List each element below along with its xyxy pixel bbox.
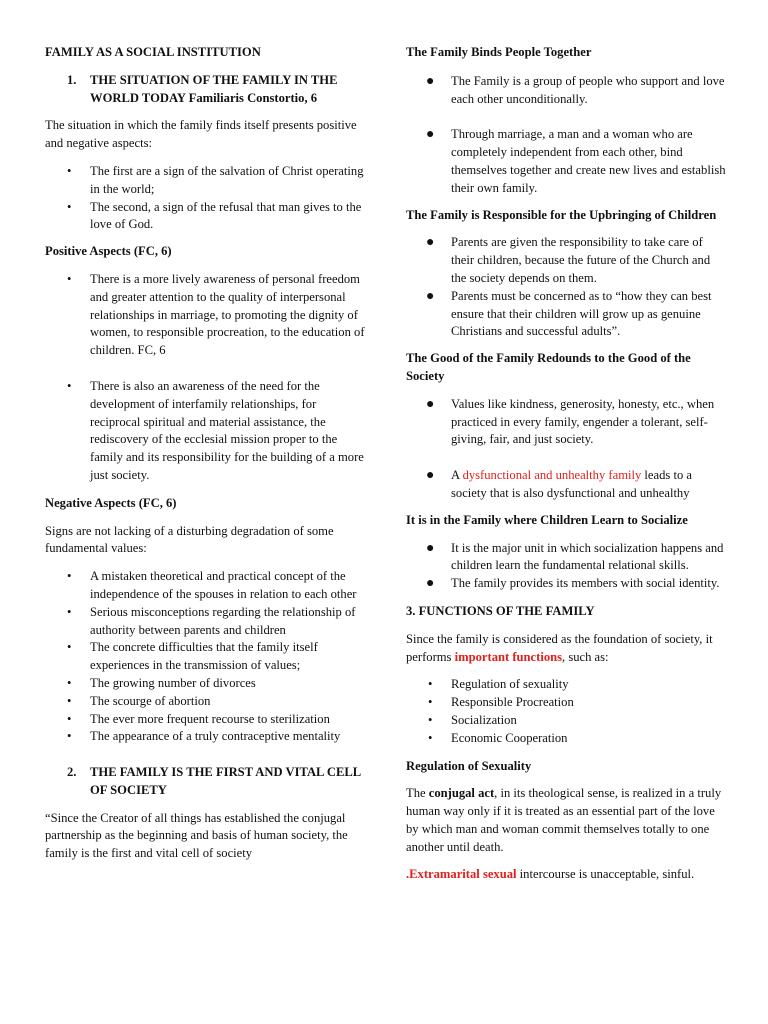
- list-item-text: The concrete difficulties that the family itself experiences in the transmission of values;: [90, 640, 318, 673]
- bullet-icon: •: [428, 677, 433, 692]
- highlight-extramarital: .Extramarital sexual: [406, 867, 517, 882]
- bullet-icon: ●: [426, 235, 435, 251]
- list-item-text: [451, 467, 728, 503]
- upbringing-heading: The Family is Responsible for the Upbringing of Children: [406, 207, 717, 222]
- list-item: [406, 712, 728, 730]
- list-item: [45, 604, 367, 640]
- extramarital-paragraph: [406, 866, 728, 884]
- good-list: [406, 396, 728, 503]
- text-run: , such as:: [562, 649, 609, 664]
- text-run: intercourse is unacceptable, sinful.: [516, 867, 695, 882]
- good-of-family-heading: The Good of the Family Redounds to the Good of the Society: [406, 351, 691, 383]
- bullet-icon: ●: [426, 576, 435, 592]
- list-item-text: The appearance of a truly contraceptive mentality: [90, 729, 341, 744]
- binds-list: [406, 73, 728, 198]
- situation-intro: The situation in which the family finds itself presents positive and negative aspects:: [45, 118, 357, 151]
- list-item: [45, 639, 367, 675]
- functions-intro: [406, 631, 728, 667]
- list-item: [45, 199, 367, 235]
- bullet-icon: •: [67, 675, 72, 690]
- list-item-text: Through marriage, a man and a woman who are completely independent from each other, bind themselves together and create new lives and establish their own family.: [451, 127, 726, 195]
- bullet-icon: •: [67, 271, 72, 286]
- list-item-text: A mistaken theoretical and practical concept of the independence of the spouses in relation to each other: [90, 569, 357, 601]
- section-2-heading: [45, 764, 367, 800]
- list-item-text: The first are a sign of the salvation of Christ operating in the world;: [90, 163, 364, 196]
- bullet-icon: ●: [426, 540, 435, 556]
- list-item-text: The Family is a group of people who support and love each other unconditionally.: [451, 73, 725, 106]
- bullet-icon: •: [67, 729, 72, 744]
- list-item-text: Serious misconceptions regarding the relationship of authority between parents and children: [90, 604, 356, 637]
- list-item: [45, 568, 367, 604]
- list-item-text: Parents are given the responsibility to take care of their children, because the future of the Church and the society depends on them.: [451, 235, 711, 285]
- list-item-text: Economic Cooperation: [451, 730, 568, 745]
- negative-aspects-heading: Negative Aspects (FC, 6): [45, 495, 177, 510]
- list-item: [45, 693, 367, 711]
- list-item-text: There is a more lively awareness of personal freedom and greater attention to the quality of interpersonal relationships in marriage, to promoting the dignity of women, to responsible procreation, to the education of children. FC, 6: [90, 271, 365, 358]
- list-item: [406, 234, 728, 287]
- list-item: [45, 675, 367, 693]
- list-item-text: Values like kindness, generosity, honesty, etc., when practiced in every family, engender a tolerant, self-giving, fair, and just society.: [451, 396, 715, 447]
- highlight-dysfunctional: dysfunctional and unhealthy family: [462, 468, 642, 483]
- list-item: [406, 676, 728, 694]
- bullet-icon: •: [67, 378, 72, 393]
- conjugal-act-paragraph: [406, 785, 728, 856]
- list-item: [406, 288, 728, 341]
- left-column: [45, 44, 367, 863]
- list-item-text: Regulation of sexuality: [451, 677, 569, 692]
- right-column: [406, 44, 728, 884]
- list-item: [45, 711, 367, 729]
- list-item-text: The growing number of divorces: [90, 675, 256, 690]
- binds-heading: The Family Binds People Together: [406, 45, 592, 59]
- negative-intro: Signs are not lacking of a disturbing degradation of some fundamental values:: [45, 523, 334, 556]
- list-item: [45, 163, 367, 199]
- bullet-icon: •: [67, 640, 72, 655]
- text-run: The: [406, 786, 429, 801]
- bullet-icon: ●: [426, 396, 435, 412]
- list-item: [406, 540, 728, 576]
- text-run: leads to a society that is also dysfunctional and unhealthy: [451, 468, 692, 500]
- list-item-text: Socialization: [451, 712, 517, 727]
- list-item-text: The scourge of abortion: [90, 693, 211, 708]
- list-item-text: There is also an awareness of the need for the development of interfamily relationships, for reciprocal spiritual and material assistance, the rediscovery of the ecclesial mission proper to the family and its responsibility for the building of a more just society.: [90, 378, 364, 482]
- document-title: FAMILY AS A SOCIAL INSTITUTION: [45, 45, 261, 59]
- text-run: A: [451, 468, 463, 483]
- bullet-icon: ●: [426, 127, 435, 143]
- text-run: , in its theological sense, is realized in a truly human way only if it is treated as an essential part of the love by which man and woman commit themselves totally to one another until death.: [406, 786, 722, 854]
- list-item: [406, 694, 728, 712]
- regulation-heading: Regulation of Sexuality: [406, 758, 532, 773]
- functions-heading: 3. FUNCTIONS OF THE FAMILY: [406, 603, 595, 618]
- bullet-icon: •: [67, 199, 72, 214]
- negative-list: [45, 568, 367, 746]
- section-2-number: 2.: [67, 765, 77, 780]
- bullet-icon: •: [67, 711, 72, 726]
- list-item: [406, 126, 728, 197]
- bullet-icon: •: [67, 163, 72, 178]
- creator-quote: “Since the Creator of all things has established the conjugal partnership as the beginning and basis of human society, the family is the first and vital cell of society: [45, 810, 348, 861]
- positive-list: [45, 271, 367, 485]
- list-item: [45, 728, 367, 746]
- list-item: [406, 73, 728, 109]
- list-item-text: The second, a sign of the refusal that man gives to the love of God.: [90, 199, 362, 232]
- list-item: [45, 378, 367, 485]
- section-1-heading: [45, 72, 367, 108]
- list-item: [45, 271, 367, 360]
- bullet-icon: •: [428, 712, 433, 727]
- section-2-title: THE FAMILY IS THE FIRST AND VITAL CELL OF SOCIETY: [90, 765, 361, 797]
- bullet-icon: ●: [426, 73, 435, 89]
- intro-list: [45, 163, 367, 234]
- bullet-icon: •: [428, 695, 433, 710]
- socialize-list: [406, 540, 728, 593]
- bullet-icon: ●: [426, 288, 435, 304]
- text-run: Since the family is considered as the foundation of society, it performs: [406, 631, 713, 664]
- socialize-heading: It is in the Family where Children Learn to Socialize: [406, 512, 688, 527]
- list-item-text: Responsible Procreation: [451, 695, 574, 710]
- functions-list: [406, 676, 728, 747]
- section-1-title: THE SITUATION OF THE FAMILY IN THE WORLD TODAY Familiaris Constortio, 6: [90, 72, 338, 105]
- bullet-icon: •: [67, 693, 72, 708]
- bullet-icon: •: [67, 604, 72, 619]
- highlight-important-functions: important functions: [454, 649, 563, 664]
- list-item-text: The ever more frequent recourse to sterilization: [90, 711, 330, 726]
- bullet-icon: •: [67, 569, 72, 584]
- bullet-icon: ●: [426, 468, 435, 484]
- list-item-text: It is the major unit in which socialization happens and children learn the fundamental relational skills.: [451, 540, 724, 573]
- list-item-text: Parents must be concerned as to “how they can best ensure that their children will grow up as genuine Christians and successful adults”.: [451, 288, 712, 339]
- positive-aspects-heading: Positive Aspects (FC, 6): [45, 244, 172, 259]
- list-item: [406, 575, 728, 593]
- list-item: [406, 730, 728, 748]
- list-item-text: The family provides its members with social identity.: [451, 576, 720, 591]
- bullet-icon: •: [428, 730, 433, 745]
- list-item: [406, 467, 728, 503]
- upbringing-list: [406, 234, 728, 341]
- section-1-number: 1.: [67, 72, 77, 87]
- conjugal-act-term: conjugal act: [428, 786, 495, 801]
- list-item: [406, 396, 728, 449]
